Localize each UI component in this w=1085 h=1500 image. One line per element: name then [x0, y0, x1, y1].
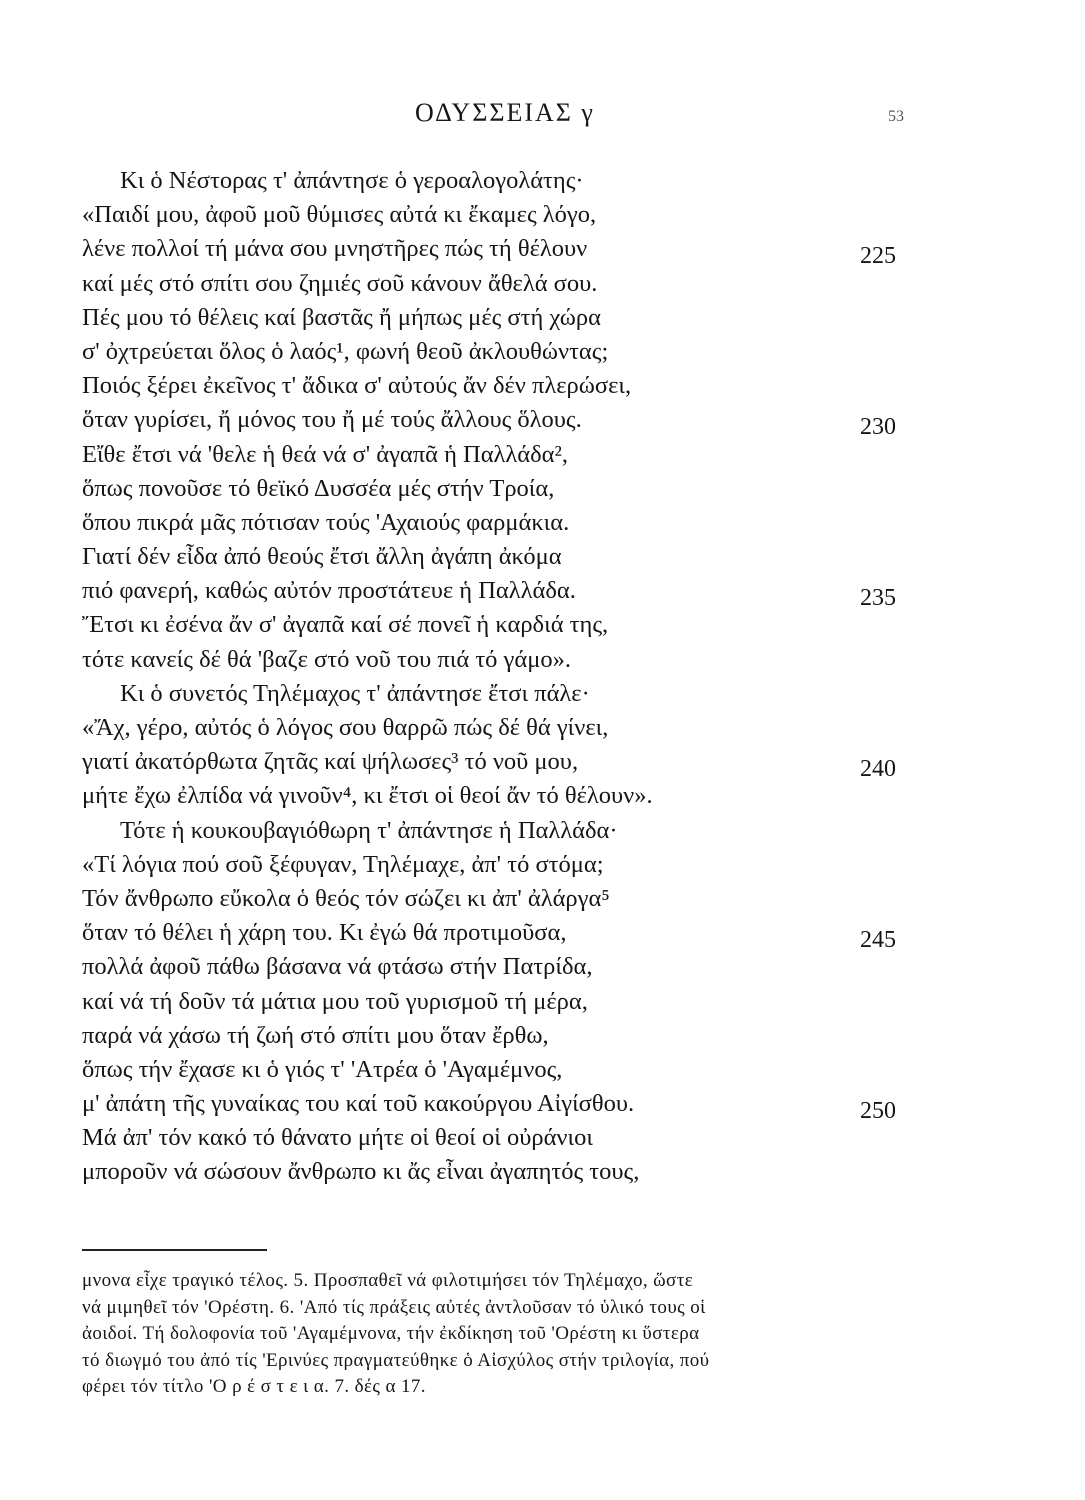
footnote-line: ἀοιδοί. Τή δολοφονία τοῦ 'Αγαμέμνονα, τήν ἐκδίκηση τοῦ 'Ορέστη κι ὕστερα: [82, 1323, 700, 1345]
verse-line: [0, 643, 1085, 677]
verse-line: [0, 1087, 1085, 1125]
verse-line: [0, 1155, 1085, 1189]
verse-text: «Παιδί μου, ἀφοῦ μοῦ θύμισες αὐτά κι ἔκαμες λόγο,: [82, 201, 597, 229]
verse-text: ὅταν τό θέλει ἡ χάρη του. Κι ἐγώ θά προτιμοῦσα,: [82, 919, 567, 947]
footnote-line: φέρει τόν τίτλο 'Ο ρ έ σ τ ε ι α. 7. δές α 17.: [82, 1376, 426, 1398]
verse-line: [0, 369, 1085, 403]
line-number: 250: [860, 1098, 896, 1125]
verse-text: Τόν ἄνθρωπο εὔκολα ὁ θεός τόν σώζει κι ἀπ' ἀλάργα⁵: [82, 884, 610, 912]
verse-text: Τότε ἡ κουκουβαγιόθωρη τ' ἀπάντησε ἡ Παλλάδα·: [120, 816, 618, 844]
verse-text: Κι ὁ συνετός Τηλέμαχος τ' ἀπάντησε ἔτσι πάλε·: [120, 679, 590, 707]
verse-text: ὅπως τήν ἔχασε κι ὁ γιός τ' 'Ατρέα ὁ 'Αγαμέμνος,: [82, 1055, 563, 1083]
verse-line: [0, 779, 1085, 813]
verse-block: [0, 164, 1085, 1190]
verse-text: Γιατί δέν εἶδα ἀπό θεούς ἔτσι ἄλλη ἀγάπη ἀκόμα: [82, 543, 562, 571]
verse-text: ὅταν γυρίσει, ἤ μόνος του ἤ μέ τούς ἄλλους ὅλους.: [82, 406, 582, 434]
verse-text: μποροῦν νά σώσουν ἄνθρωπο κι ἄς εἶναι ἀγαπητός τους,: [82, 1158, 640, 1186]
verse-line: [0, 711, 1085, 745]
verse-text: Ποιός ξέρει ἐκεῖνος τ' ἄδικα σ' αὐτούς ἄν δέν πλερώσει,: [82, 372, 632, 400]
verse-line: [0, 164, 1085, 198]
verse-text: λένε πολλοί τή μάνα σου μνηστῆρες πώς τή θέλουν: [82, 235, 588, 263]
verse-text: καί μές στό σπίτι σου ζημιές σοῦ κάνουν ἄθελά σου.: [82, 269, 598, 297]
verse-line: [0, 916, 1085, 954]
verse-line: [0, 814, 1085, 848]
footnote-line: τό διωγμό του ἀπό τίς 'Ερινύες πραγματεύθηκε ὁ Αἰσχύλος στήν τριλογία, πού: [82, 1349, 710, 1371]
verse-line: [0, 608, 1085, 642]
verse-line: [0, 506, 1085, 540]
verse-text: σ' ὀχτρεύεται ὅλος ὁ λαός¹, φωνή θεοῦ ἀκλουθώντας;: [82, 337, 609, 365]
page-number: 53: [888, 108, 904, 125]
verse-text: παρά νά χάσω τή ζωή στό σπίτι μου ὅταν ἔρθω,: [82, 1021, 549, 1049]
verse-line: [0, 1053, 1085, 1087]
verse-text: μήτε ἔχω ἐλπίδα νά γινοῦν⁴, κι ἔτσι οἱ θεοί ἄν τό θέλουν».: [82, 782, 653, 810]
verse-text: καί νά τή δοῦν τά μάτια μου τοῦ γυρισμοῦ τή μέρα,: [82, 987, 588, 1015]
verse-text: Πές μου τό θέλεις καί βαστᾶς ἤ μήπως μές στή χώρα: [82, 303, 601, 331]
verse-text: «Τί λόγια πού σοῦ ξέφυγαν, Τηλέμαχε, ἀπ' τό στόμα;: [82, 850, 604, 878]
verse-line: [0, 267, 1085, 301]
verse-line: [0, 882, 1085, 916]
verse-line: [0, 540, 1085, 574]
verse-text: «Ἄχ, γέρο, αὐτός ὁ λόγος σου θαρρῶ πώς δέ θά γίνει,: [82, 714, 609, 741]
verse-line: [0, 745, 1085, 783]
verse-text: μ' ἀπάτη τῆς γυναίκας του καί τοῦ κακούργου Αἰγίσθου.: [82, 1090, 635, 1118]
verse-line: [0, 574, 1085, 612]
verse-text: πολλά ἀφοῦ πάθω βάσανα νά φτάσω στήν Πατρίδα,: [82, 953, 593, 981]
verse-line: [0, 1019, 1085, 1053]
footnote-line: μνονα εἶχε τραγικό τέλος. 5. Προσπαθεῖ νά φιλοτιμήσει τόν Τηλέμαχο, ὥστε: [82, 1270, 694, 1291]
verse-text: Κι ὁ Νέστορας τ' ἀπάντησε ὁ γεροαλογολάτης·: [120, 167, 584, 194]
verse-line: [0, 985, 1085, 1019]
verse-line: [0, 950, 1085, 984]
line-number: 245: [860, 927, 896, 954]
line-number: 240: [860, 756, 896, 783]
verse-text: Μά ἀπ' τόν κακό τό θάνατο μήτε οἱ θεοί οἱ οὐράνιοι: [82, 1124, 593, 1152]
verse-line: [0, 198, 1085, 232]
verse-text: Ἔτσι κι ἐσένα ἄν σ' ἀγαπᾶ καί σέ πονεῖ ἡ καρδιά της,: [82, 611, 609, 639]
verse-line: [0, 848, 1085, 882]
footnotes-block: [82, 1268, 912, 1401]
verse-line: [0, 1121, 1085, 1155]
running-title: ΟΔΥΣΣΕΙΑΣ γ: [415, 98, 595, 127]
verse-text: τότε κανείς δέ θά 'βαζε στό νοῦ του πιά τό γάμο».: [82, 645, 571, 673]
verse-text: γιατί ἀκατόρθωτα ζητᾶς καί ψήλωσες³ τό νοῦ μου,: [82, 748, 579, 776]
footnote-line: νά μιμηθεῖ τόν 'Ορέστη. 6. 'Από τίς πράξεις αὐτές ἀντλοῦσαν τό ὑλικό τους οἱ: [82, 1296, 706, 1318]
line-number: 230: [860, 414, 896, 441]
footnote-divider: [82, 1249, 267, 1251]
page-header: [0, 98, 1085, 138]
verse-line: [0, 403, 1085, 441]
verse-text: Εἴθε ἔτσι νά 'θελε ἡ θεά νά σ' ἀγαπᾶ ἡ Παλλάδα²,: [82, 440, 568, 468]
verse-line: [0, 677, 1085, 711]
line-number: 235: [860, 585, 896, 612]
verse-line: [0, 472, 1085, 506]
verse-line: [0, 301, 1085, 335]
verse-line: [0, 438, 1085, 472]
verse-text: ὅπου πικρά μᾶς πότισαν τούς 'Αχαιούς φαρμάκια.: [82, 508, 570, 536]
verse-line: [0, 232, 1085, 270]
verse-text: ὅπως πονοῦσε τό θεϊκό Δυσσέα μές στήν Τροία,: [82, 474, 555, 502]
verse-text: πιό φανερή, καθώς αὐτόν προστάτευε ἡ Παλλάδα.: [82, 577, 576, 605]
verse-line: [0, 335, 1085, 369]
line-number: 225: [860, 243, 896, 270]
